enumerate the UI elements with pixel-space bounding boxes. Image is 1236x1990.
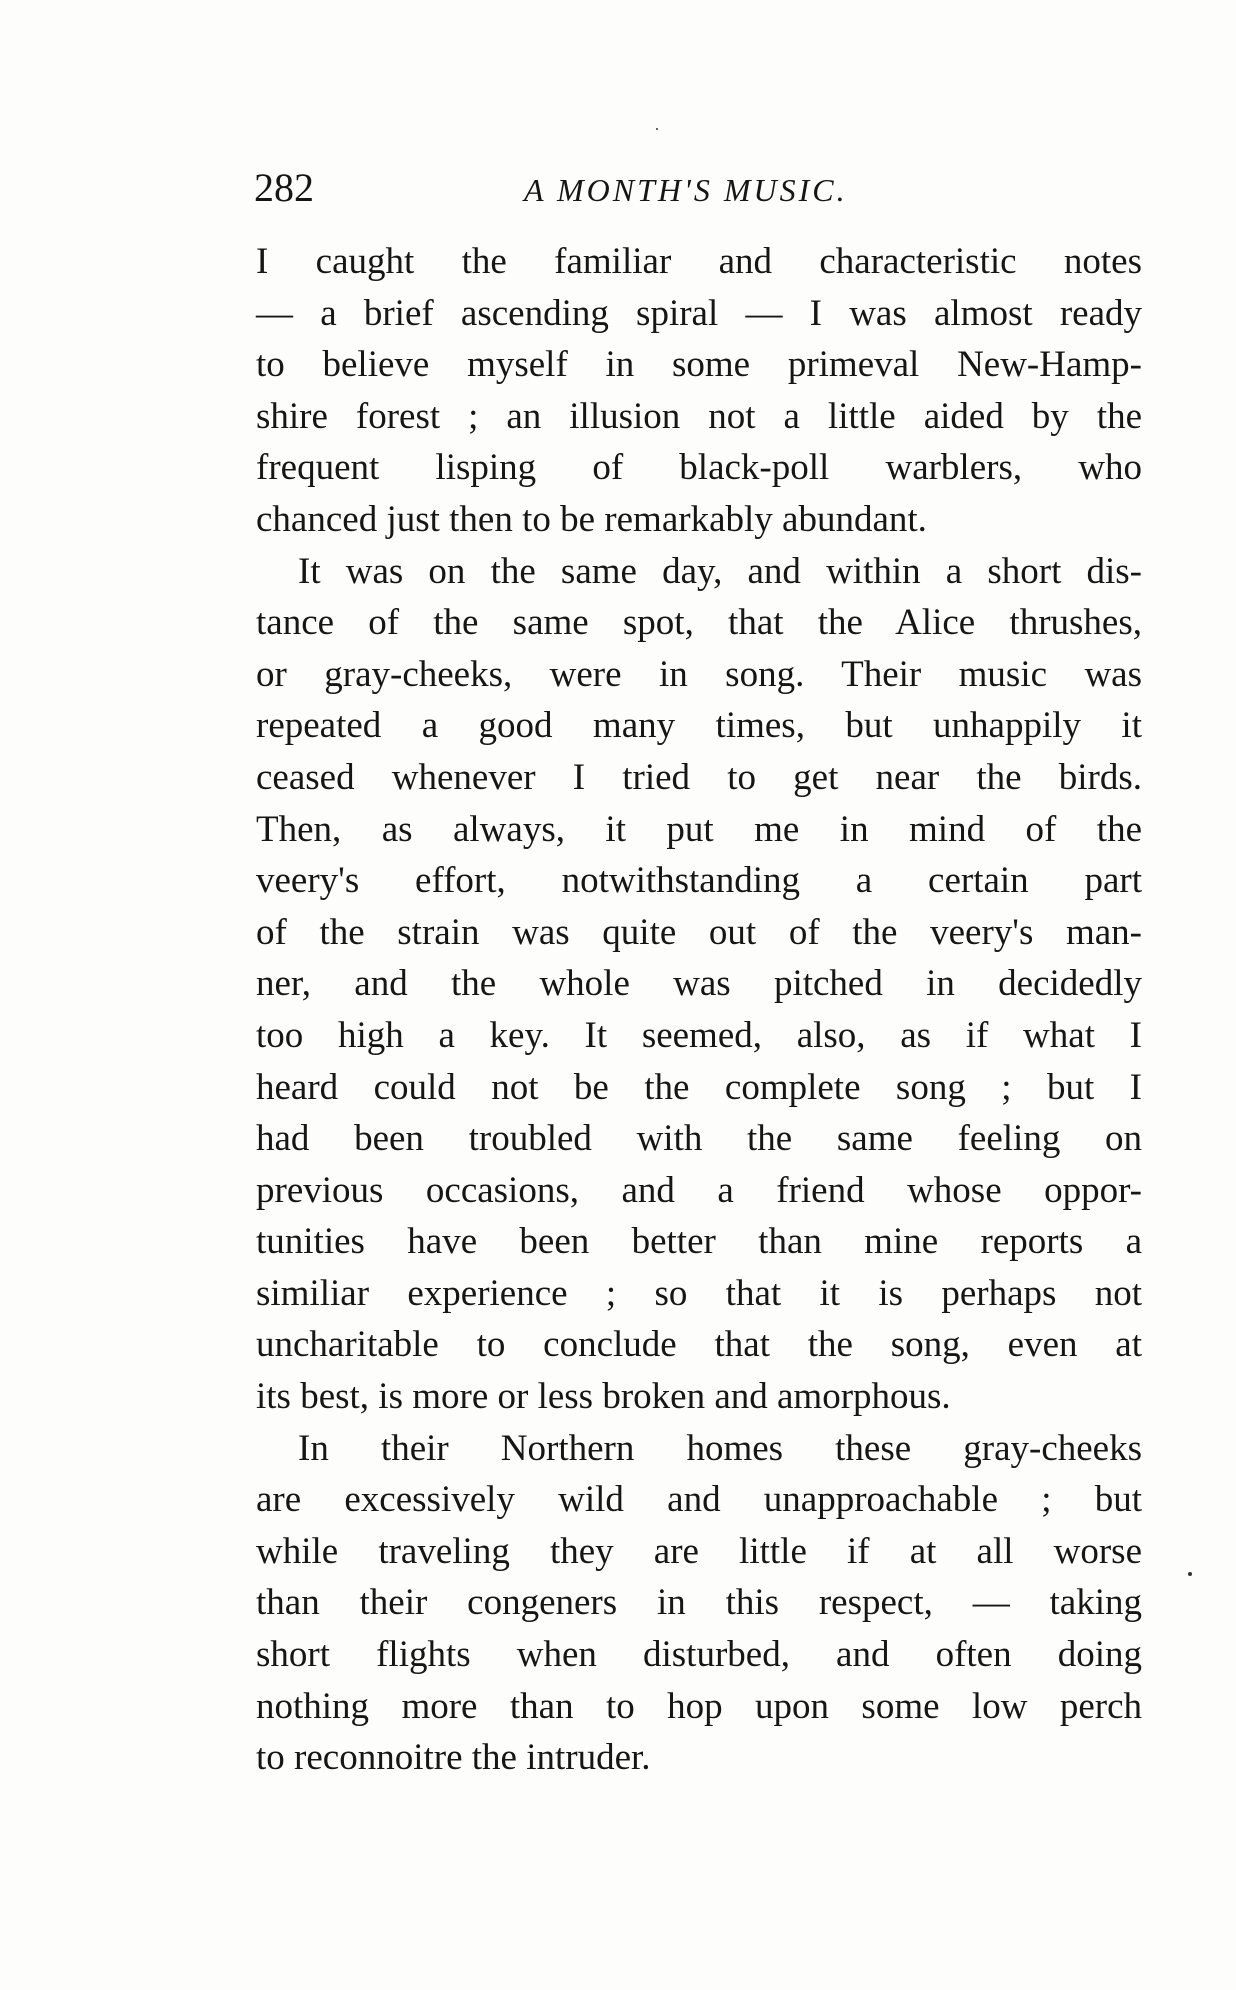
text-line: similiar experience ; so that it is perhaps not	[256, 1272, 1142, 1314]
text-line: tance of the same spot, that the Alice thrushes,	[256, 602, 1142, 644]
text-line: chanced just then to be remarkably abundant.	[256, 498, 927, 540]
text-line: nothing more than to hop upon some low perch	[256, 1685, 1142, 1727]
paragraph-start-line: In their Northern homes these gray-cheeks	[298, 1427, 1142, 1469]
paragraph-start-line: It was on the same day, and within a short dis-	[298, 550, 1142, 592]
text-line: heard could not be the complete song ; but I	[256, 1066, 1142, 1108]
text-line: its best, is more or less broken and amorphous.	[256, 1376, 951, 1418]
scan-speck	[656, 128, 658, 130]
text-line: of the strain was quite out of the veery's man-	[256, 911, 1142, 953]
text-line: ceased whenever I tried to get near the birds.	[256, 756, 1142, 798]
text-line: than their congeners in this respect, — taking	[256, 1582, 1142, 1624]
text-line: uncharitable to conclude that the song, even at	[256, 1324, 1142, 1366]
scan-speck	[1188, 1572, 1192, 1576]
text-line: ner, and the whole was pitched in decidedly	[256, 963, 1142, 1005]
text-line: short flights when disturbed, and often doing	[256, 1634, 1142, 1676]
text-line: frequent lisping of black-poll warblers, who	[256, 447, 1142, 489]
text-line: to reconnoitre the intruder.	[256, 1737, 651, 1779]
running-head	[254, 160, 1144, 216]
text-line: to believe myself in some primeval New-Hamp-	[256, 344, 1142, 386]
text-line: had been troubled with the same feeling on	[256, 1118, 1142, 1160]
text-line: tunities have been better than mine reports a	[256, 1221, 1142, 1263]
text-line: Then, as always, it put me in mind of the	[256, 808, 1142, 850]
text-line: or gray-cheeks, were in song. Their music was	[256, 653, 1142, 695]
text-line: previous occasions, and a friend whose oppor-	[256, 1169, 1142, 1211]
running-title: A MONTH'S MUSIC.	[524, 172, 848, 208]
text-line: are excessively wild and unapproachable ; but	[256, 1479, 1142, 1521]
text-line: while traveling they are little if at all worse	[256, 1530, 1142, 1572]
text-line: repeated a good many times, but unhappily it	[256, 705, 1142, 747]
body-text	[256, 236, 1142, 1784]
text-line: I caught the familiar and characteristic notes	[256, 241, 1142, 282]
text-line: — a brief ascending spiral — I was almost ready	[256, 292, 1142, 334]
text-line: veery's effort, notwithstanding a certain part	[256, 860, 1142, 902]
page-number: 282	[254, 165, 314, 210]
text-line: shire forest ; an illusion not a little aided by the	[256, 395, 1142, 437]
text-line: too high a key. It seemed, also, as if what I	[256, 1014, 1142, 1056]
